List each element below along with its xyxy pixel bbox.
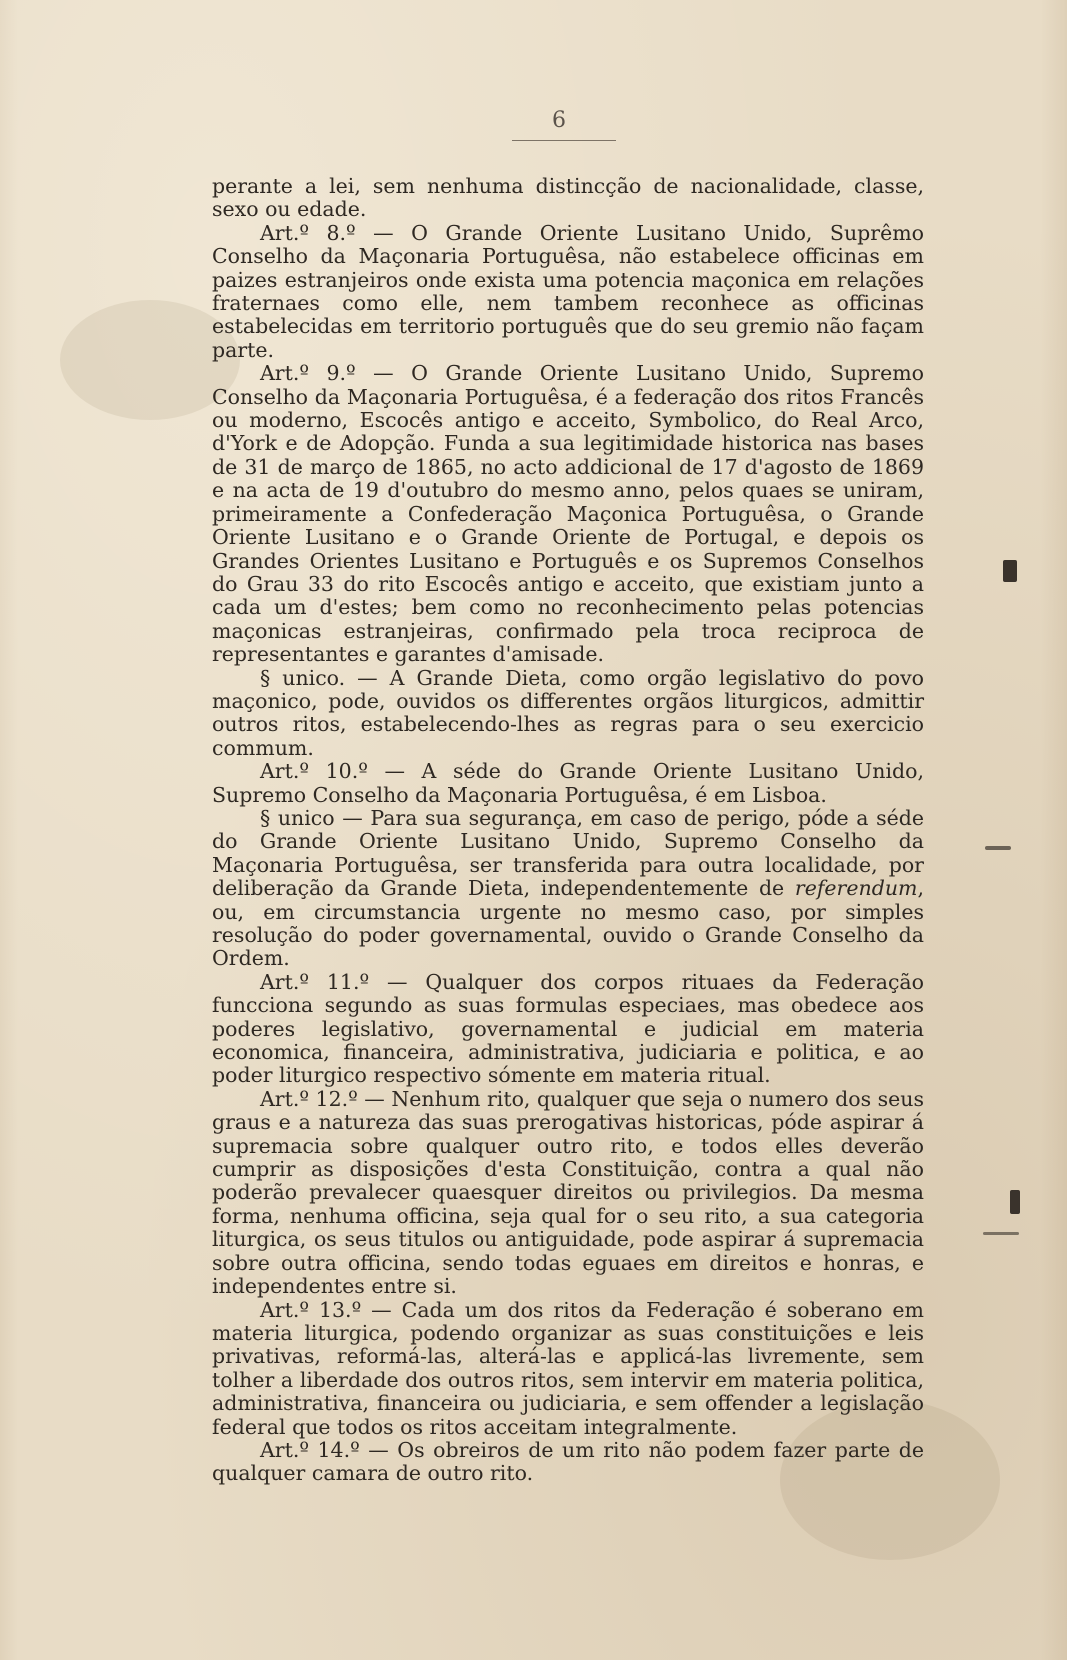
paragraph-art-8: Art.º 8.º — O Grande Oriente Lusitano Unido, Suprêmo Conselho da Maçonaria Portuguêsa, não estabelece officinas em paizes estranjeiros onde exista uma potencia maçonica em relações fraternaes como elle, nem tambem reconhece as officinas estabelecidas em territorio português que do seu gremio não façam parte. [212, 220, 924, 362]
margin-mark [1010, 1190, 1020, 1214]
paragraph-art-13: Art.º 13.º — Cada um dos ritos da Federação é soberano em materia liturgica, podendo organizar as suas constituições e leis privativas, reformá-las, alterá-las e applicá-las livremente, sem tolher a liberdade dos outros ritos, sem intervir em materia politica, administrativa, financeira ou judiciaria, e sem offender a legislação federal que todos os ritos acceitam integralmente. [212, 1297, 924, 1439]
italic-term: referendum [794, 876, 918, 901]
paragraph-text-after: , ou, em circumstancia urgente no mesmo caso, por simples resolução do poder governamental, ouvido o Grande Conselho da Ordem. [212, 876, 924, 971]
paragraph-art-9: Art.º 9.º — O Grande Oriente Lusitano Unido, Supremo Conselho da Maçonaria Portuguêsa, é a federação dos ritos Francês ou moderno, Escocês antigo e acceito, Symbolico, do Real Arco, d'York e de Adopção. Funda a sua legitimidade historica nas bases de 31 de março de 1865, no acto addicional de 17 d'agosto de 1869 e na acta de 19 d'outubro do mesmo anno, pelos quaes se uniram, primeiramente a Confederação Maçonica Portuguêsa, o Grande Oriente Lusitano e o Grande Oriente de Portugal, e depois os Grandes Orientes Lusitano e Português e os Supremos Conselhos do Grau 33 do rito Escocês antigo e acceito, que existiam junto a cada um d'estes; bem como no reconhecimento pelas potencias maçonicas estranjeiras, confirmado pela troca reciproca de representantes e garantes d'amisade. [212, 361, 924, 667]
paragraph-text-before: § unico — Para sua segurança, em caso de perigo, póde a séde do Grande Oriente Lusitano Unido, Supremo Conselho da Maçonaria Portuguêsa, ser transferida para outra localidade, por deliberação da Grande Dieta, independentemente de [212, 805, 924, 901]
paragraph-art-10-unico [212, 807, 924, 971]
margin-mark [1003, 560, 1017, 582]
paragraph-art-10: Art.º 10.º — A séde do Grande Oriente Lusitano Unido, Supremo Conselho da Maçonaria Portuguêsa, é em Lisboa. [212, 759, 924, 807]
margin-mark [983, 1232, 1019, 1235]
paragraph-1: perante a lei, sem nenhuma distincção de nacionalidade, classe, sexo ou edade. [212, 174, 924, 222]
paragraph-art-12: Art.º 12.º — Nenhum rito, qualquer que seja o numero dos seus graus e a natureza das suas prerogativas historicas, póde aspirar á supremacia sobre qualquer outro rito, e todos elles deverão cumprir as disposições d'esta Constituição, contra a qual não poderão prevalecer quaesquer direitos ou privilegios. Da mesma forma, nenhuma officina, seja qual for o seu rito, a sua categoria liturgica, os seus titulos ou antiguidade, pode aspirar á supremacia sobre outra officina, sendo todas eguaes em direitos e honras, e independentes entre si. [212, 1086, 924, 1299]
paragraph-art-11: Art.º 11.º — Qualquer dos corpos rituaes da Federação funcciona segundo as suas formulas especiaes, mas obedece aos poderes legislativo, governamental e judicial em materia economica, financeira, administrativa, judiciaria e politica, e ao poder liturgico respectivo sómente em materia ritual. [212, 969, 924, 1088]
body-text [212, 175, 924, 1486]
margin-mark [985, 846, 1011, 850]
paragraph-art-9-unico: § unico. — A Grande Dieta, como orgão legislativo do povo maçonico, pode, ouvidos os differentes orgãos liturgicos, admittir outros ritos, estabelecendo-lhes as regras para o seu exercicio commum. [212, 665, 924, 760]
paragraph-art-14: Art.º 14.º — Os obreiros de um rito não podem fazer parte de qualquer camara de outro rito. [212, 1437, 924, 1486]
page-number: 6 [552, 108, 566, 133]
header-rule [512, 140, 616, 141]
